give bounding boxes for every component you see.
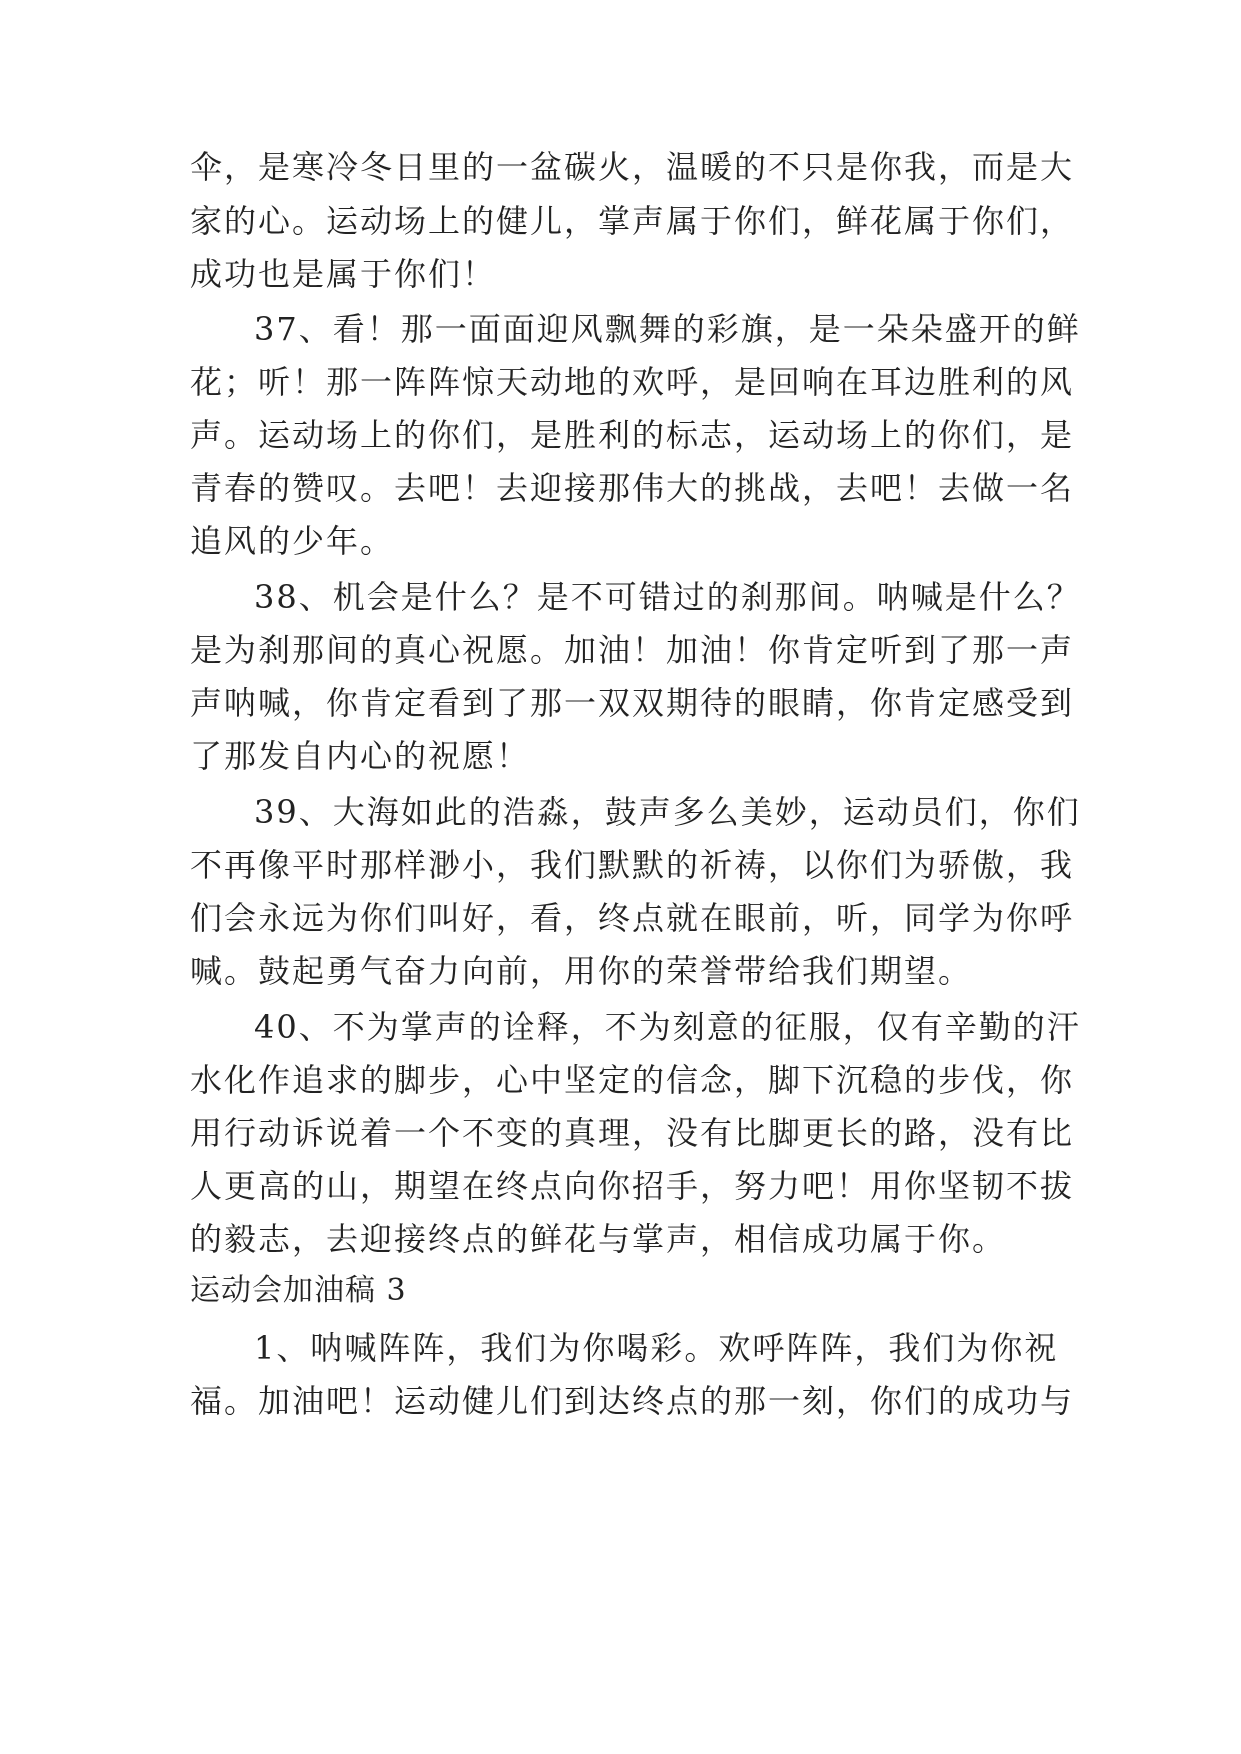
paragraph-line: 花；听！那一阵阵惊天动地的欢呼，是回响在耳边胜利的风 <box>190 363 1075 401</box>
paragraph-line: 们会永远为你们叫好，看，终点就在眼前，听，同学为你呼 <box>190 899 1075 937</box>
paragraph-line: 声呐喊，你肯定看到了那一双双期待的眼睛，你肯定感受到 <box>190 684 1075 722</box>
paragraph-line: 不再像平时那样渺小，我们默默的祈祷，以你们为骄傲，我 <box>190 846 1075 884</box>
paragraph-line: 喊。鼓起勇气奋力向前，用你的荣誉带给我们期望。 <box>190 952 973 990</box>
paragraph-line: 38、机会是什么？是不可错过的刹那间。呐喊是什么？ <box>254 578 1081 616</box>
paragraph-line: 用行动诉说着一个不变的真理，没有比脚更长的路，没有比 <box>190 1114 1075 1152</box>
paragraph-line: 伞，是寒冷冬日里的一盆碳火，温暖的不只是你我，而是大 <box>190 148 1075 186</box>
paragraph-line: 家的心。运动场上的健儿，掌声属于你们，鲜花属于你们， <box>190 202 1075 240</box>
paragraph-line: 声。运动场上的你们，是胜利的标志，运动场上的你们，是 <box>190 416 1075 454</box>
paragraph-line: 福。加油吧！运动健儿们到达终点的那一刻，你们的成功与 <box>190 1382 1075 1420</box>
paragraph-line: 39、大海如此的浩淼，鼓声多么美妙，运动员们，你们 <box>254 793 1081 831</box>
paragraph-line: 了那发自内心的祝愿！ <box>190 737 531 775</box>
paragraph-line: 37、看！那一面面迎风飘舞的彩旗，是一朵朵盛开的鲜 <box>254 310 1081 348</box>
paragraph-line: 1、呐喊阵阵，我们为你喝彩。欢呼阵阵，我们为你祝 <box>254 1329 1059 1367</box>
paragraph-line: 的毅志，去迎接终点的鲜花与掌声，相信成功属于你。 <box>190 1220 1007 1258</box>
paragraph-line: 是为刹那间的真心祝愿。加油！加油！你肯定听到了那一声 <box>190 631 1075 669</box>
paragraph-line: 青春的赞叹。去吧！去迎接那伟大的挑战，去吧！去做一名 <box>190 469 1075 507</box>
paragraph-line: 水化作追求的脚步，心中坚定的信念，脚下沉稳的步伐，你 <box>190 1061 1075 1099</box>
paragraph-line: 成功也是属于你们！ <box>190 255 497 293</box>
paragraph-line: 40、不为掌声的诠释，不为刻意的征服，仅有辛勤的汗 <box>254 1008 1081 1046</box>
paragraph-line: 追风的少年。 <box>190 522 395 560</box>
paragraph-line: 人更高的山，期望在终点向你招手，努力吧！用你坚韧不拔 <box>190 1167 1075 1205</box>
section-title: 运动会加油稿 3 <box>190 1273 407 1308</box>
